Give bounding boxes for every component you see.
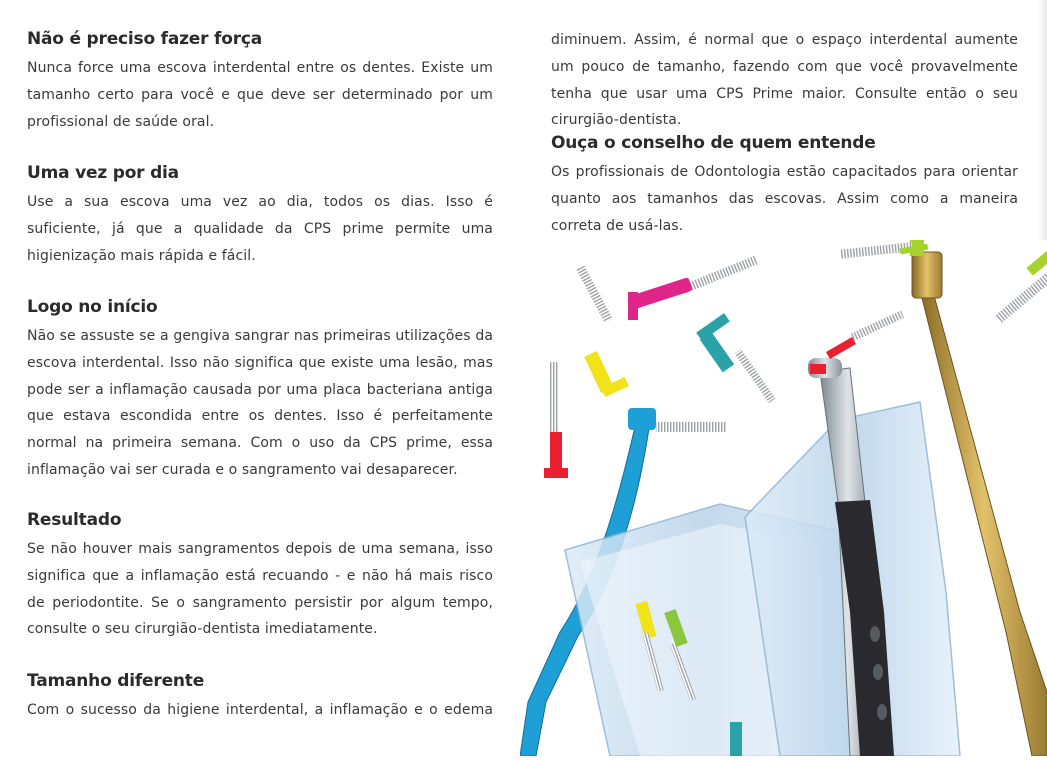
case-brush-teal: [730, 722, 742, 756]
section-heading: Não é preciso fazer força: [27, 29, 263, 49]
section-heading: Uma vez por dia: [27, 163, 179, 183]
section-ouca-o-conselho: [551, 132, 1018, 239]
section-nao-e-preciso: [27, 28, 493, 135]
interdental-brushes-illustration: [520, 232, 1047, 756]
section-heading: Tamanho diferente: [27, 671, 205, 691]
magenta-brush: [628, 255, 759, 320]
lime-brush: [995, 242, 1047, 323]
continuation-paragraph: [551, 27, 1018, 134]
section-logo-no-inicio: [27, 296, 493, 484]
section-heading: Resultado: [27, 510, 122, 530]
section-tamanho-diferente: [27, 670, 493, 724]
section-body: Nunca force uma escova interdental entre os dentes. Existe um tamanho certo para você e que deve ser determinado por um profissional de saúde oral.: [27, 60, 493, 130]
section-heading: Ouça o conselho de quem entende: [551, 133, 876, 153]
section-body: Use a sua escova uma vez ao dia, todos os dias. Isso é suficiente, já que a qualidade da CPS prime permite uma higienização mais rápida e fácil.: [27, 194, 493, 264]
section-body: Com o sucesso da higiene interdental, a inflamação e o edema: [27, 702, 493, 718]
page-edge-shadow: [1038, 0, 1047, 240]
section-body: Se não houver mais sangramentos depois de uma semana, isso significa que a inflamação está recuando - e não há mais risco de periodontite. Se o sangramento persistir por algum tempo, consulte o seu cirurgião-dentista imediatamente.: [27, 541, 493, 638]
section-resultado: [27, 509, 493, 643]
continuation-text: diminuem. Assim, é normal que o espaço interdental aumente um pouco de tamanho, fazendo com que você provavelmente tenha que usar uma CPS Prime maior. Consulte então o seu cirurgião-dentista.: [551, 32, 1018, 129]
red-brush: [544, 362, 568, 478]
section-body: Os profissionais de Odontologia estão capacitados para orientar quanto aos tamanhos das escovas. Assim como a maneira correta de usá-las.: [551, 164, 1018, 234]
section-uma-vez-por-dia: [27, 162, 493, 269]
white-brush: [577, 266, 629, 397]
section-body: Não se assuste se a gengiva sangrar nas primeiras utilizações da escova interdental. Isso não significa que existe uma lesão, mas pode ser a inflamação causada por uma placa bacteriana antiga que estava escondida entre os dentes. Isso é perfeitamente normal na primeira semana. Com o uso da CPS prime, essa inflamação vai ser curada e o sangramento vai desaparecer.: [27, 328, 493, 478]
teal-brush: [696, 313, 775, 403]
section-heading: Logo no início: [27, 297, 158, 317]
